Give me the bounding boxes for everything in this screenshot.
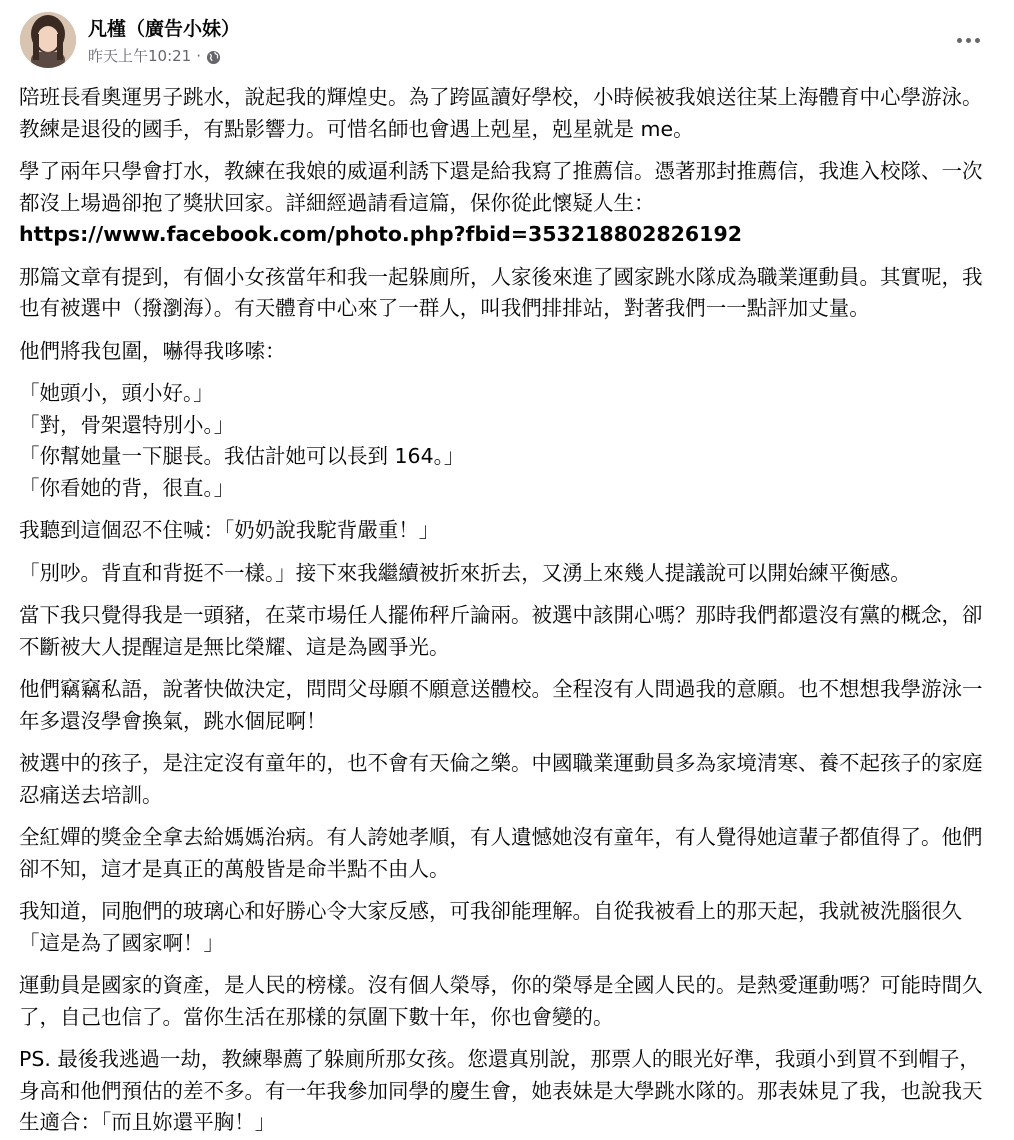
paragraph-with-link: [19, 156, 994, 251]
paragraph: 那篇文章有提到，有個小女孩當年和我一起躲廁所，人家後來進了國家跳水隊成為職業運動員。其實呢，我也有被選中（撥瀏海）。有天體育中心來了一群人，叫我們排排站，對著我們一一點評加丈量。: [19, 264, 983, 320]
paragraph: 他們竊竊私語，說著快做決定，問問父母願不願意送體校。全程沒有人問過我的意願。也不想想我學游泳一年多還沒學會換氣，跳水個屁啊！: [19, 677, 983, 733]
paragraph: 他們將我包圍，嚇得我哆嗦：: [19, 338, 286, 363]
paragraph: 運動員是國家的資產，是人民的榜樣。沒有個人榮辱，你的榮辱是全國人民的。是熱愛運動嗎？可能時間久了，自己也信了。當你生活在那樣的氛圍下數十年，你也會變的。: [19, 973, 983, 1029]
more-options-button[interactable]: [950, 26, 986, 54]
globe-icon[interactable]: [206, 49, 221, 64]
paragraph: 被選中的孩子，是注定沒有童年的，也不會有天倫之樂。中國職業運動員多為家境清寒、養不起孩子的家庭忍痛送去培訓。: [19, 751, 983, 807]
avatar[interactable]: [20, 12, 76, 68]
post-header: [20, 12, 994, 74]
more-dot: [966, 38, 971, 43]
more-dot: [975, 38, 980, 43]
paragraph: 全紅嬋的獎金全拿去給媽媽治病。有人誇她孝順，有人遺憾她沒有童年，有人覺得她這輩子都值得了。他們卻不知，這才是真正的萬般皆是命半點不由人。: [19, 825, 983, 881]
paragraph: PS. 最後我逃過一劫，教練舉薦了躲廁所那女孩。您還真別說，那票人的眼光好準，我頭小到買不到帽子，身高和他們預估的差不多。有一年我參加同學的慶生會，她表妹是大學跳水隊的。那表妹見了我，也說我天生適合：「而且妳還平胸！」: [19, 1047, 983, 1134]
photo-link[interactable]: https://www.facebook.com/photo.php?fbid=353218802826192: [19, 222, 742, 246]
meta-separator: ·: [196, 47, 202, 65]
more-horizontal-icon: [957, 38, 962, 43]
paragraph: 陪班長看奧運男子跳水，說起我的輝煌史。為了跨區讀好學校，小時候被我娘送往某上海體育中心學游泳。教練是退役的國手，有點影響力。可惜名師也會遇上剋星，剋星就是 me。: [19, 85, 983, 141]
author-name[interactable]: 凡槿（廣告小妹）: [88, 18, 241, 40]
paragraph: 我聽到這個忍不住喊：「奶奶說我駝背嚴重！」: [19, 518, 440, 542]
paragraph: 當下我只覺得我是一頭豬，在菜市場任人擺佈秤斤論兩。被選中該開心嗎？那時我們都還沒有黨的概念，卻不斷被大人提醒這是無比榮耀、這是為國爭光。: [19, 603, 983, 659]
quote-line: 「對，骨架還特別小。」: [19, 412, 235, 437]
post-timestamp[interactable]: 昨天上午10:21: [88, 47, 192, 65]
paragraph-text: 學了兩年只學會打水，教練在我娘的威逼利誘下還是給我寫了推薦信。憑著那封推薦信，我進入校隊、一次都沒上場過卻抱了獎狀回家。詳細經過請看這篇，保你從此懷疑人生：: [19, 159, 983, 215]
paragraph: 我知道，同胞們的玻璃心和好勝心令大家反感，可我卻能理解。自從我被看上的那天起，我就被洗腦很久「這是為了國家啊！」: [19, 899, 962, 955]
quote-block: [19, 378, 994, 504]
post-meta: [88, 45, 221, 67]
quote-line: 「你看她的背，很直。」: [19, 475, 235, 500]
paragraph: 「別吵。背直和背挺不一樣。」接下來我繼續被折來折去，又湧上來幾人提議說可以開始練平衡感。: [19, 560, 911, 585]
quote-line: 「你幫她量一下腿長。我估計她可以長到 164。」: [19, 444, 465, 468]
quote-line: 「她頭小，頭小好。」: [19, 381, 214, 405]
post-body: [19, 82, 994, 1139]
